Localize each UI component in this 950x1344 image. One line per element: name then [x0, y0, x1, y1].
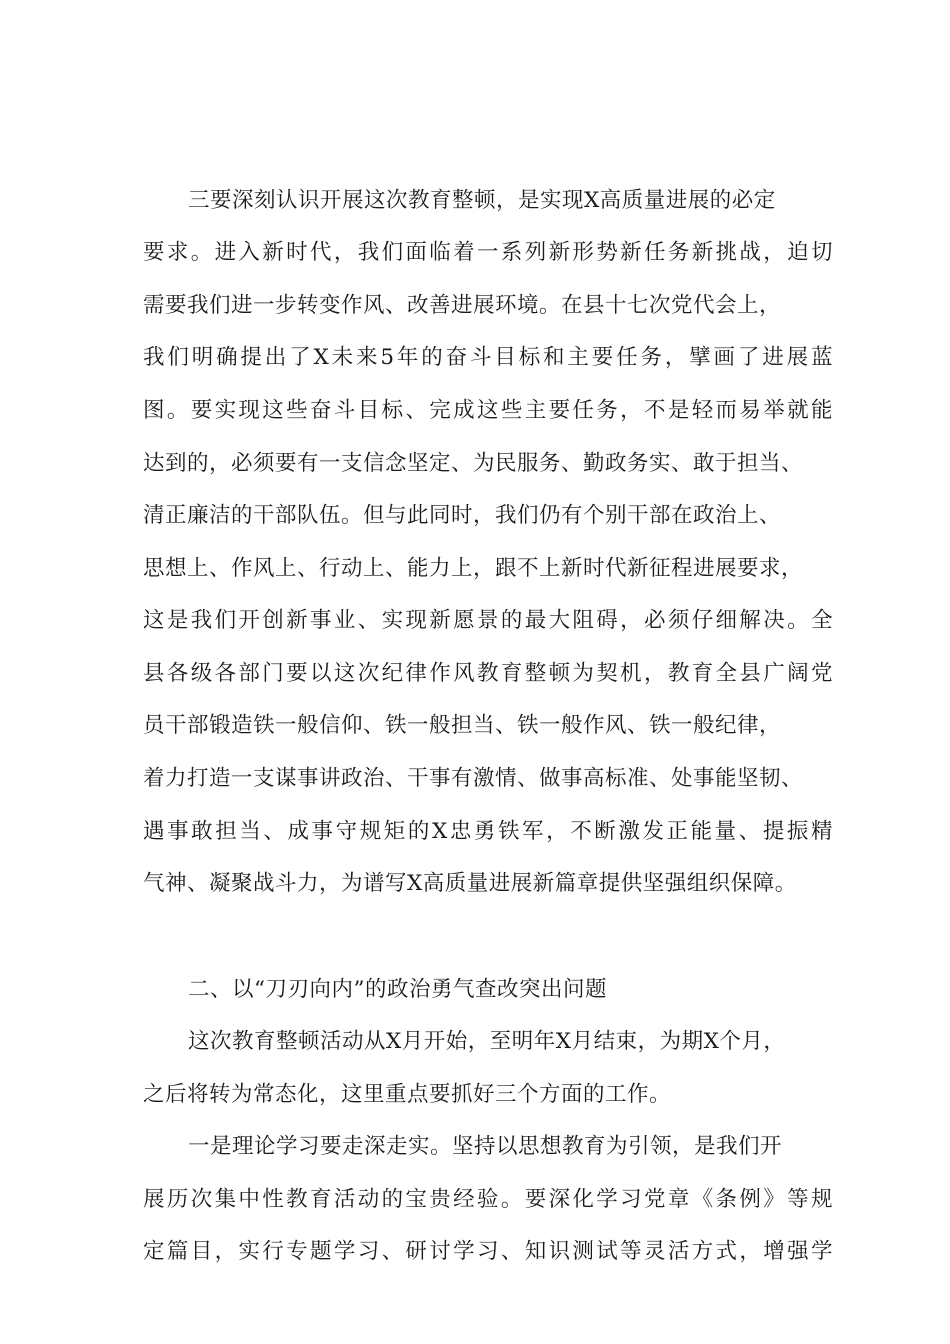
text-line: 图。要实现这些奋斗目标、完成这些主要任务，不是轻而易举就能	[143, 398, 833, 423]
text-line: 着力打造一支谋事讲政治、干事有激情、做事高标准、处事能坚韧、	[143, 766, 804, 791]
text-line: 展历次集中性教育活动的宝贵经验。要深化学习党章《条例》等规	[143, 1187, 833, 1212]
text-line: 思想上、作风上、行动上、能力上，跟不上新时代新征程进展要求，	[143, 556, 804, 581]
text-line: 这次教育整顿活动从X月开始，至明年X月结束，为期X个月，	[188, 1029, 786, 1054]
text-line: 三要深刻认识开展这次教育整顿，是实现X高质量进展的必定	[188, 188, 776, 213]
text-line: 之后将转为常态化，这里重点要抓好三个方面的工作。	[143, 1082, 672, 1107]
text-line: 要求。进入新时代，我们面临着一系列新形势新任务新挑战，迫切	[143, 240, 833, 265]
text-line: 县各级各部门要以这次纪律作风教育整顿为契机，教育全县广阔党	[143, 661, 833, 686]
text-line: 一是理论学习要走深走实。坚持以思想教育为引领，是我们开	[188, 1134, 783, 1159]
text-line: 员干部锻造铁一般信仰、铁一般担当、铁一般作风、铁一般纪律，	[143, 713, 782, 738]
text-line: 气神、凝聚战斗力，为谱写X高质量进展新篇章提供坚强组织保障。	[143, 871, 797, 896]
text-line: 定篇目，实行专题学习、研讨学习、知识测试等灵活方式，增强学	[143, 1239, 833, 1264]
text-line: 这是我们开创新事业、实现新愿景的最大阻碍，必须仔细解决。全	[143, 608, 833, 633]
heading-line: 二、以“刀刃向内”的政治勇气查改突出问题	[188, 977, 607, 1002]
text-line: 我们明确提出了X未来5年的奋斗目标和主要任务，擘画了进展蓝	[143, 345, 833, 370]
text-line: 遇事敢担当、成事守规矩的X忠勇铁军，不断激发正能量、提振精	[143, 819, 833, 844]
text-line: 需要我们进一步转变作风、改善进展环境。在县十七次党代会上，	[143, 293, 782, 318]
text-line: 清正廉洁的干部队伍。但与此同时，我们仍有个别干部在政治上、	[143, 503, 782, 528]
text-line: 达到的，必须要有一支信念坚定、为民服务、勤政务实、敢于担当、	[143, 451, 804, 476]
